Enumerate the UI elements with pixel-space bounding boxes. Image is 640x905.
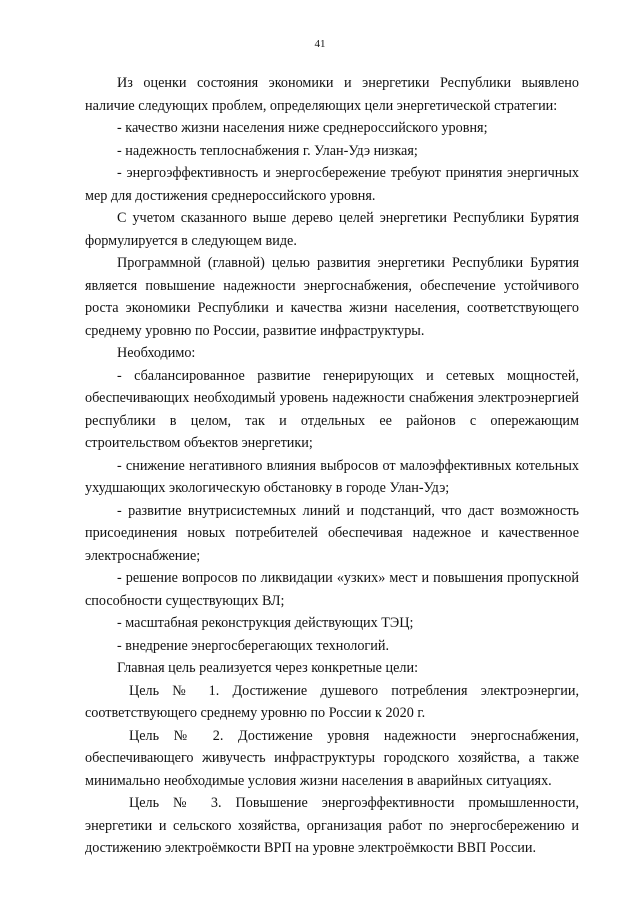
page-number: 41 [314,38,326,50]
paragraph-goal-tree: С учетом сказанного выше дерево целей энергетики Республики Бурятия формулируется в следующем виде. [85,210,579,249]
measure-item-1: - сбалансированное развитие генерирующих и сетевых мощностей, обеспечивающих необходимый уровень надежности снабжения электроэнергией республики в целом, так и отдельных ее районов с опережающим строительством объектов энергетики; [85,367,579,451]
problem-item-1: - качество жизни населения ниже среднероссийского уровня; [117,120,488,136]
paragraph-necessary: Необходимо: [117,345,196,361]
goal-item-2: Цель № 2. Достижение уровня надежности энергоснабжения, обеспечивающего живучесть инфраструктуры городского хозяйства, а также минимально необходимые условия жизни населения в аварийных ситуациях. [85,727,579,789]
measure-item-5: - масштабная реконструкция действующих ТЭЦ; [117,615,414,631]
measure-item-4: - решение вопросов по ликвидации «узких» мест и повышения пропускной способности существующих ВЛ; [85,570,579,609]
paragraph-specific-goals: Главная цель реализуется через конкретные цели: [117,660,419,676]
measure-item-2: - снижение негативного влияния выбросов от малоэффективных котельных ухудшающих экологическую обстановку в городе Улан-Удэ; [85,457,579,496]
measure-item-3: - развитие внутрисистемных линий и подстанций, что даст возможность присоединения новых потребителей обеспечивая надежное и качественное электроснабжение; [85,502,579,564]
goal-item-3: Цель № 3. Повышение энергоэффективности промышленности, энергетики и сельского хозяйства, организация работ по энергосбережению и достижению электроёмкости ВРП на уровне электроёмкости ВВП России. [85,795,579,856]
page-body [85,72,579,860]
paragraph-intro: Из оценки состояния экономики и энергетики Республики выявлено наличие следующих проблем, определяющих цели энергетической стратегии: [85,75,579,114]
problem-item-2: - надежность теплоснабжения г. Улан-Удэ низкая; [117,142,418,159]
goal-item-1: Цель № 1. Достижение душевого потребления электроэнергии, соответствующего среднему уровню по России к 2020 г. [85,682,579,721]
measure-item-6: - внедрение энергосберегающих технологий. [117,637,389,654]
problem-item-3: - энергоэффективность и энергосбережение требуют принятия энергичных мер для достижения среднероссийского уровня. [85,165,579,204]
paragraph-main-goal: Программной (главной) целью развития энергетики Республики Бурятия является повышение надежности энергоснабжения, обеспечение устойчивого роста экономики Республики и качества жизни населения, соответствующего среднему уровню по России, развитие инфраструктуры. [85,255,579,339]
